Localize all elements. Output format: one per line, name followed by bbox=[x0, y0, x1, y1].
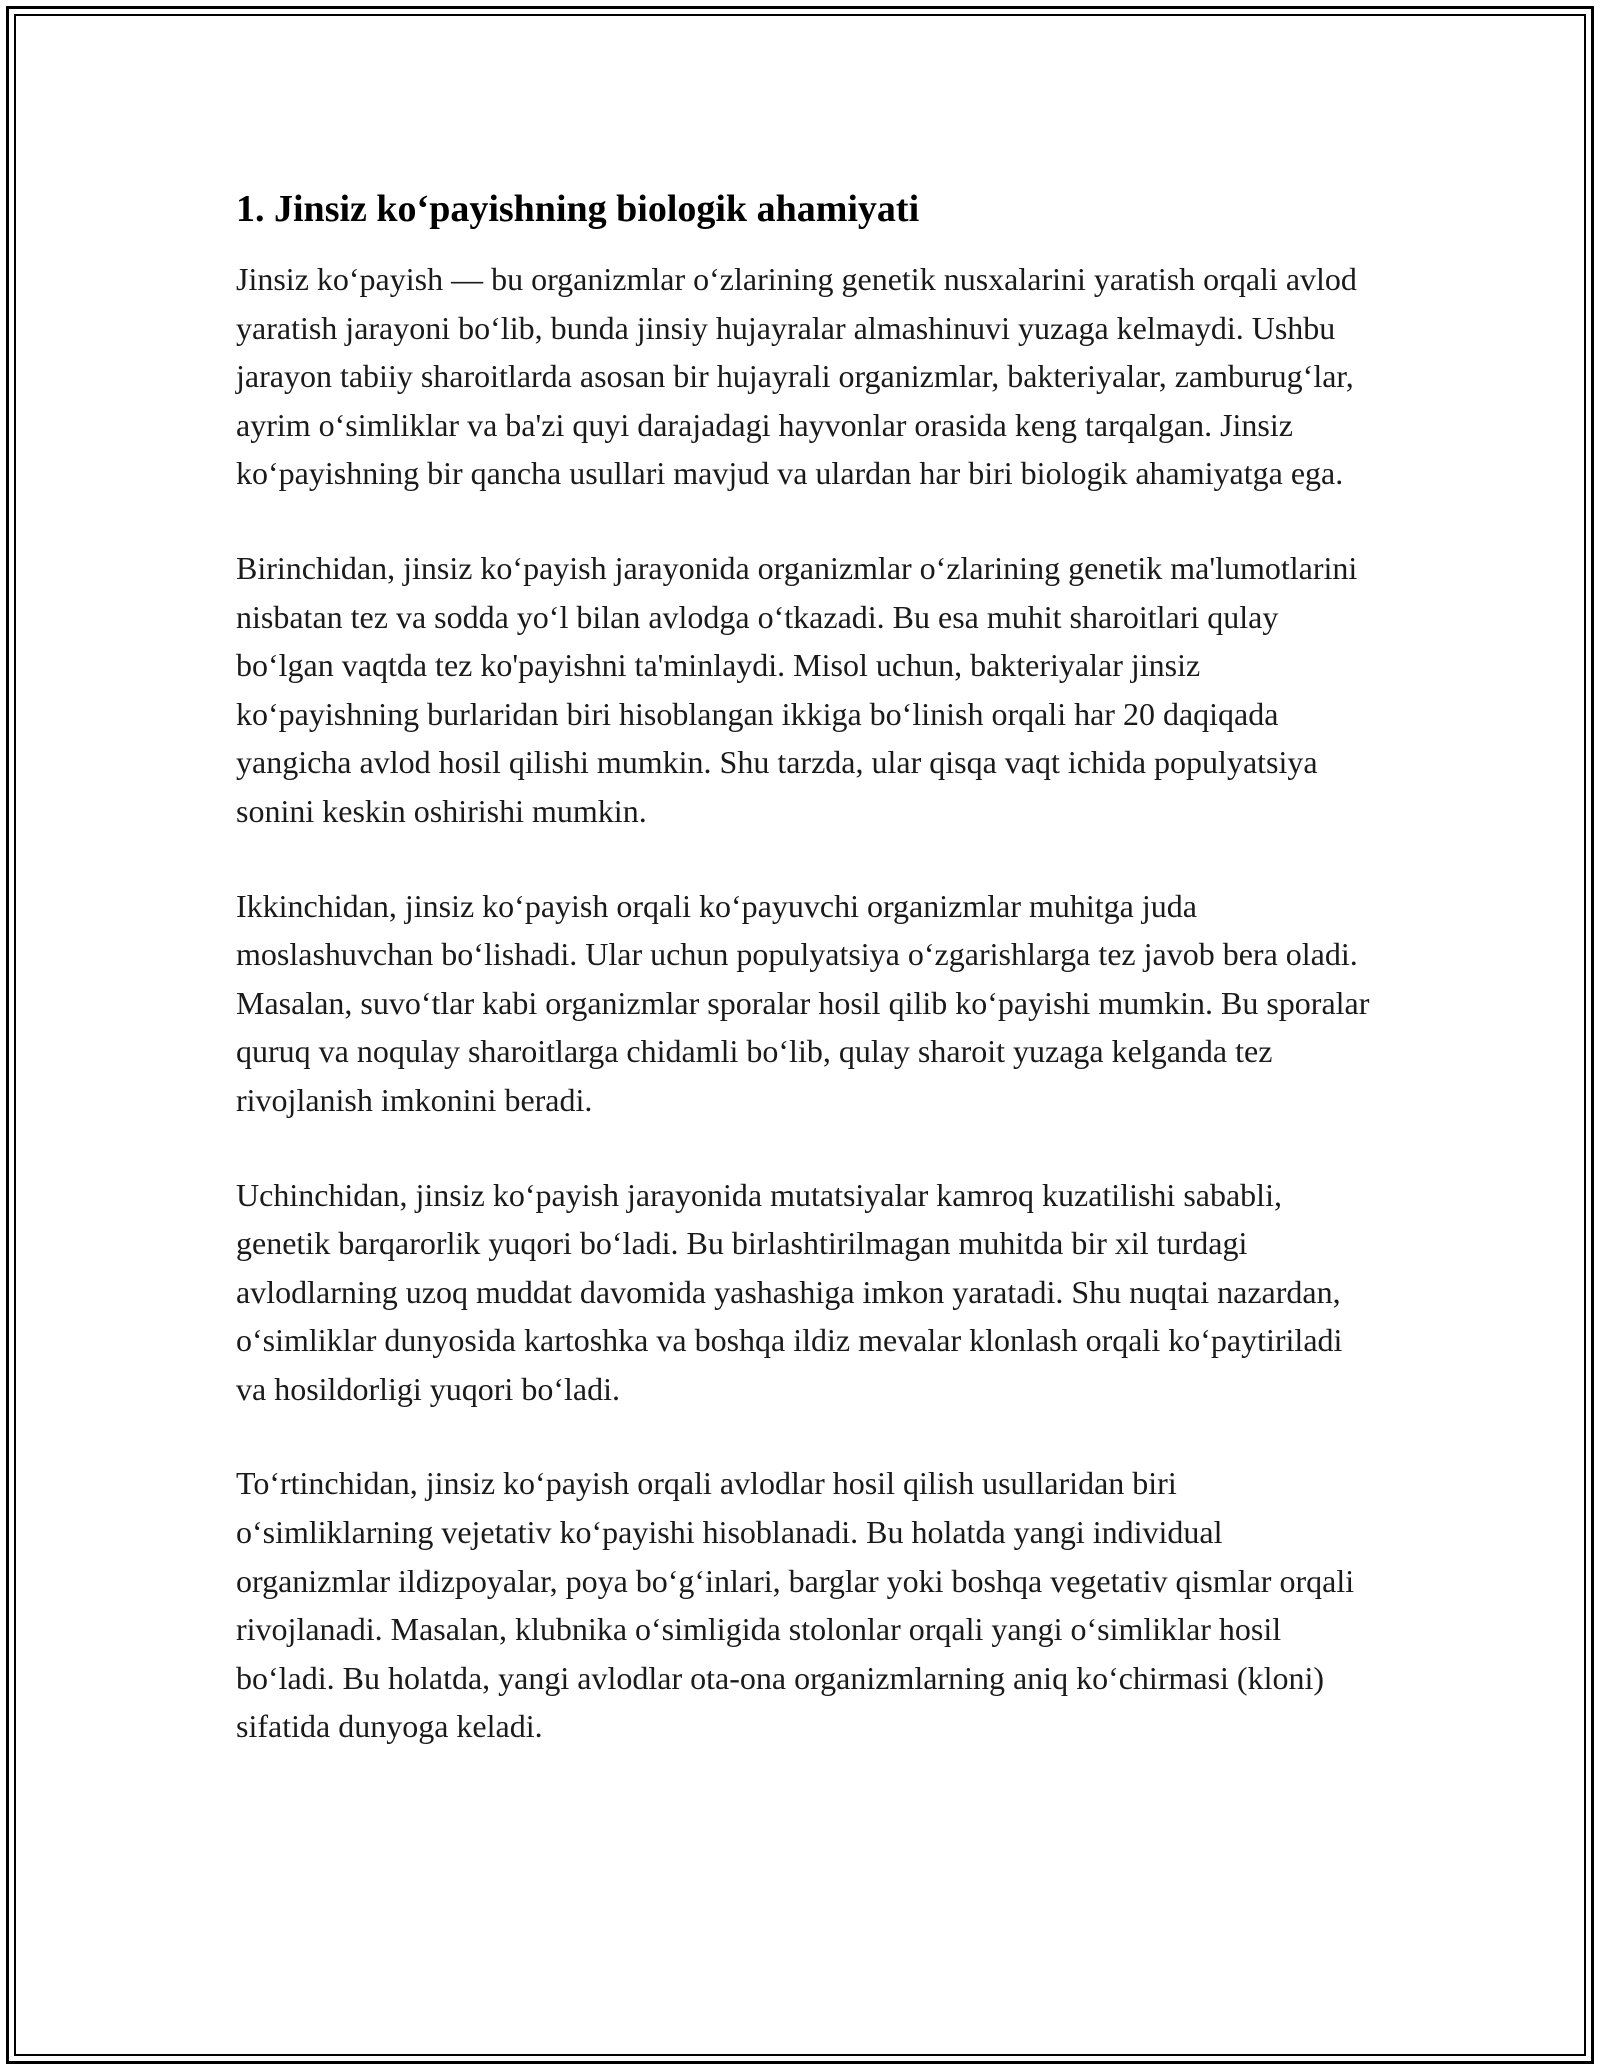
document-body bbox=[236, 185, 1376, 1797]
paragraph-second-point: Ikkinchidan, jinsiz ko‘payish orqali ko‘payuvchi organizmlar muhitga juda moslashuvchan bo‘lishadi. Ular uchun populyatsiya o‘zgarishlarga tez javob bera oladi. Masalan, suvo‘tlar kabi organizmlar sporalar hosil qilib ko‘payishi mumkin. Bu sporalar quruq va noqulay sharoitlarga chidamli bo‘lib, qulay sharoit yuzaga kelganda tez rivojlanish imkonini beradi. bbox=[236, 887, 1370, 1118]
paragraph-intro: Jinsiz ko‘payish — bu organizmlar o‘zlarining genetik nusxalarini yaratish orqali avlod yaratish jarayoni bo‘lib, bunda jinsiy hujayralar almashinuvi yuzaga kelmaydi. Ushbu jarayon tabiiy sharoitlarda asosan bir hujayrali organizmlar, bakteriyalar, zamburug‘lar, ayrim o‘simliklar va ba'zi quyi darajadagi hayvonlar orasida keng tarqalgan. Jinsiz ko‘payishning bir qancha usullari mavjud va ulardan har biri biologik ahamiyatga ega. bbox=[236, 261, 1357, 492]
paragraph-fourth-point: To‘rtinchidan, jinsiz ko‘payish orqali avlodlar hosil qilish usullaridan biri o‘simliklarning vejetativ ko‘payishi hisoblanadi. Bu holatda yangi individual organizmlar ildizpoyalar, poya bo‘g‘inlari, barglar yoki boshqa vegetativ qismlar orqali rivojlanadi. Masalan, klubnika o‘simligida stolonlar orqali yangi o‘simliklar hosil bo‘ladi. Bu holatda, yangi avlodlar ota-ona organizmlarning aniq ko‘chirmasi (kloni) sifatida dunyoga keladi. bbox=[236, 1465, 1355, 1745]
page-title: 1. Jinsiz ko‘payishning biologik ahamiyati bbox=[236, 188, 920, 230]
paragraph-third-point: Uchinchidan, jinsiz ko‘payish jarayonida mutatsiyalar kamroq kuzatilishi sababli, genetik barqarorlik yuqori bo‘ladi. Bu birlashtirilmagan muhitda bir xil turdagi avlodlarning uzoq muddat davomida yashashiga imkon yaratadi. Shu nuqtai nazardan, o‘simliklar dunyosida kartoshka va boshqa ildiz mevalar klonlash orqali ko‘paytiriladi va hosildorligi yuqori bo‘ladi. bbox=[236, 1176, 1343, 1407]
paragraph-first-point: Birinchidan, jinsiz ko‘payish jarayonida organizmlar o‘zlarining genetik ma'lumotlarini nisbatan tez va sodda yo‘l bilan avlodga o‘tkazadi. Bu esa muhit sharoitlari qulay bo‘lgan vaqtda tez ko'payishni ta'minlaydi. Misol uchun, bakteriyalar jinsiz ko‘payishning burlaridan biri hisoblangan ikkiga bo‘linish orqali har 20 daqiqada yangicha avlod hosil qilishi mumkin. Shu tarzda, ular qisqa vaqt ichida populyatsiya sonini keskin oshirishi mumkin. bbox=[236, 549, 1358, 829]
